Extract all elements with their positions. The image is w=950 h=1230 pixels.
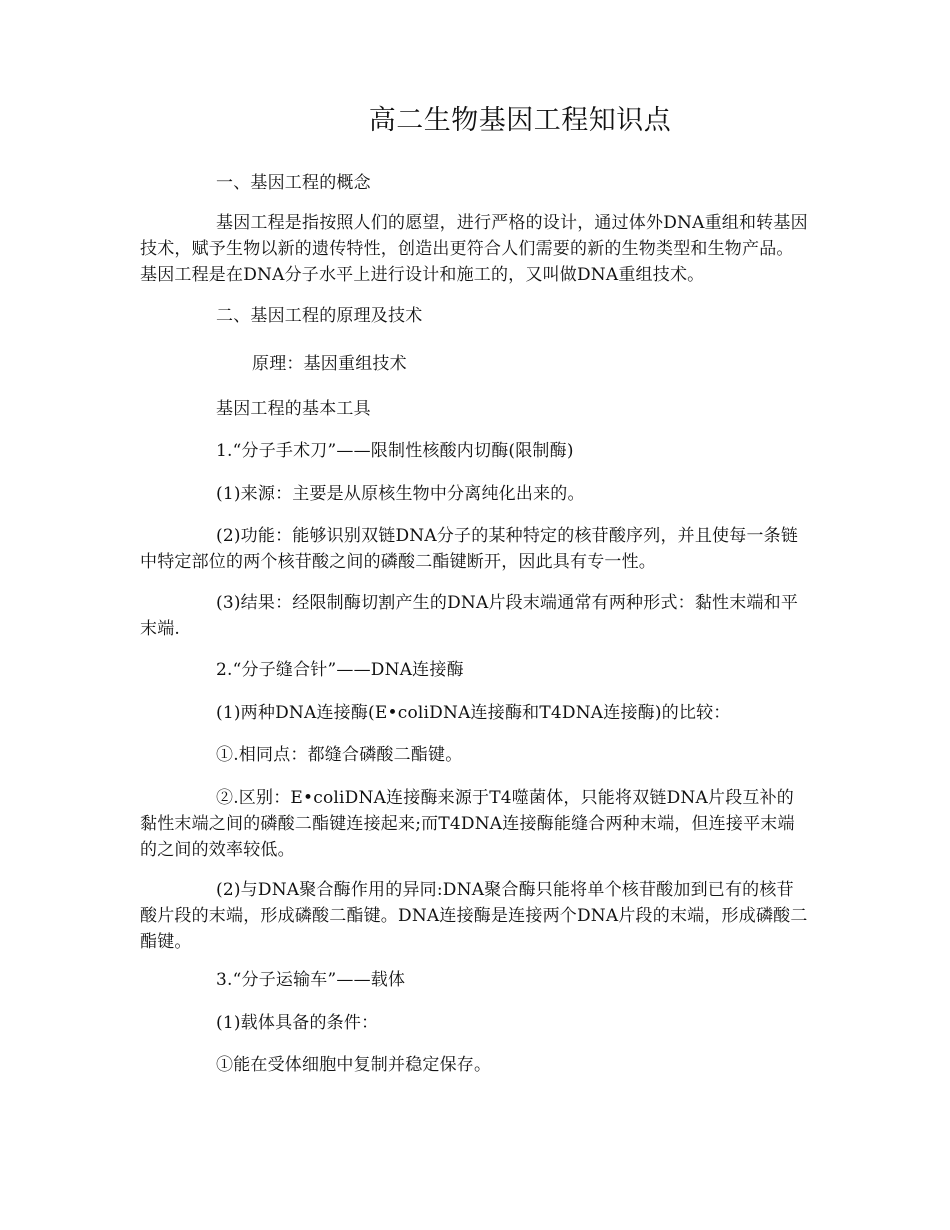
list-item-restriction-enzyme: 1.“分子手术刀”——限制性核酸内切酶(限制酶) [216, 441, 574, 461]
list-item-vector: 3.“分子运输车”——载体 [216, 970, 406, 990]
paragraph-vector-condition-1: ①能在受体细胞中复制并稳定保存。 [216, 1055, 492, 1075]
section-heading-principle: 二、基因工程的原理及技术 [216, 306, 423, 326]
paragraph-concept-definition: 基因工程是指按照人们的愿望，进行严格的设计，通过体外DNA重组和转基因技术，赋予生物以新的遗传特性，创造出更符合人们需要的新的生物类型和生物产品。基因工程是在DNA分子水平上进行设计和施工的，又叫做DNA重组技术。 [140, 213, 808, 285]
paragraph-vector-conditions: (1)载体具备的条件： [216, 1013, 379, 1033]
paragraph-ligase-comparison: (1)两种DNA连接酶(E•coliDNA连接酶和T4DNA连接酶)的比较： [216, 703, 731, 723]
document-title: 高二生物基因工程知识点 [368, 105, 672, 136]
section-heading-concept: 一、基因工程的概念 [216, 173, 371, 193]
paragraph-enzyme-function: (2)功能：能够识别双链DNA分子的某种特定的核苷酸序列，并且使每一条链中特定部位的两个核苷酸之间的磷酸二酯键断开，因此具有专一性。 [140, 526, 799, 572]
subheading-basic-tools: 基因工程的基本工具 [216, 399, 371, 419]
paragraph-enzyme-source: (1)来源：主要是从原核生物中分离纯化出来的。 [216, 484, 585, 504]
paragraph-principle: 原理：基因重组技术 [252, 354, 407, 374]
paragraph-ligase-vs-polymerase: (2)与DNA聚合酶作用的异同:DNA聚合酶只能将单个核苷酸加到已有的核苷酸片段的末端，形成磷酸二酯键。DNA连接酶是连接两个DNA片段的末端，形成磷酸二酯键。 [140, 880, 808, 952]
paragraph-enzyme-result: (3)结果：经限制酶切割产生的DNA片段末端通常有两种形式：黏性末端和平末端. [140, 593, 799, 639]
list-item-dna-ligase: 2.“分子缝合针”——DNA连接酶 [216, 660, 464, 680]
paragraph-ligase-difference: ②.区别：E•coliDNA连接酶来源于T4噬菌体，只能将双链DNA片段互补的黏性末端之间的磷酸二酯键连接起来;而T4DNA连接酶能缝合两种末端，但连接平末端的之间的效率较低。 [140, 788, 795, 860]
paragraph-ligase-similarity: ①.相同点：都缝合磷酸二酯键。 [216, 745, 463, 765]
